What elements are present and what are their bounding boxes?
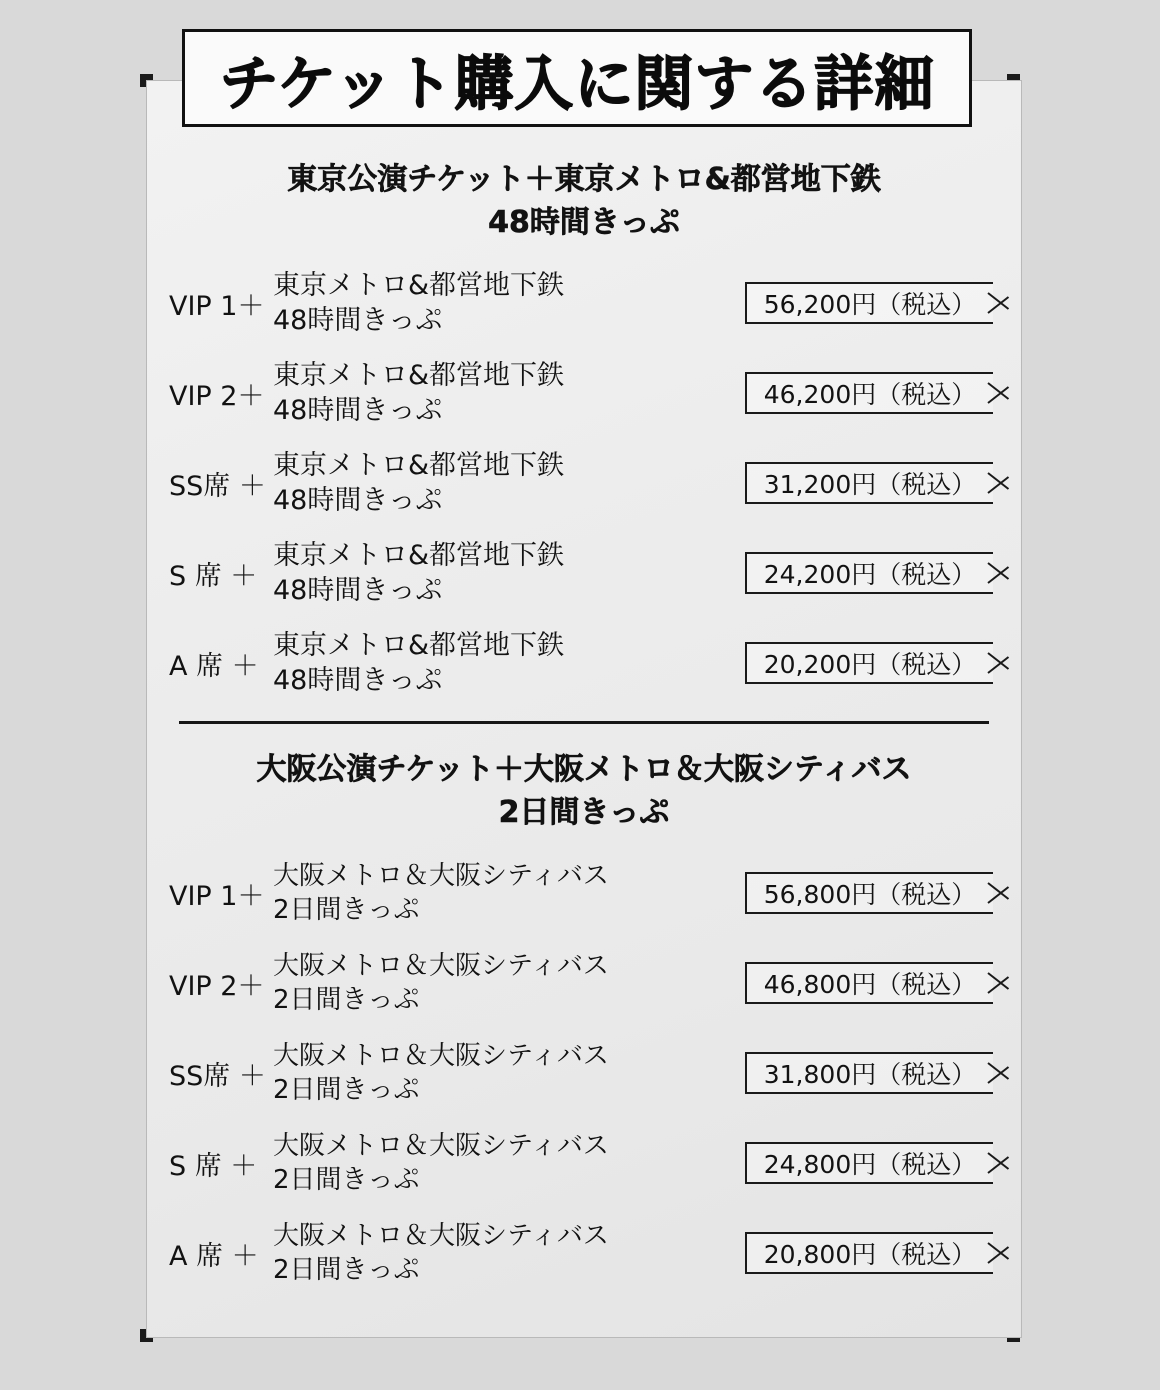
pass-description-line2: 48時間きっぷ <box>273 575 443 607</box>
pass-description-line2: 2日間きっぷ <box>273 1165 420 1196</box>
seat-label: S 席 ＋ <box>169 1150 258 1182</box>
price-value: 31,200円（税込） <box>763 470 977 500</box>
price-tag <box>745 642 993 684</box>
pass-description-line1: 東京メトロ&都営地下鉄 <box>273 629 565 661</box>
pass-description <box>273 1219 745 1288</box>
pass-description-line1: 大阪メトロ＆大阪シティバス <box>273 1130 609 1161</box>
table-row <box>147 348 1021 438</box>
price-tag <box>745 1052 993 1094</box>
section-tokyo-heading-line1: 東京公演チケット＋東京メトロ&都営地下鉄 <box>287 162 881 197</box>
osaka-price-list <box>147 848 1021 1298</box>
pass-description <box>273 628 745 699</box>
seat-label: A 席 ＋ <box>169 650 259 682</box>
price-value: 56,800円（税込） <box>763 880 977 910</box>
pass-description-line2: 2日間きっぷ <box>273 1075 420 1106</box>
page-title <box>182 29 972 127</box>
price-tag <box>745 1232 993 1274</box>
price-value: 20,200円（税込） <box>763 650 977 680</box>
seat-label: VIP 1＋ <box>169 880 265 912</box>
section-tokyo-heading-line2: 48時間きっぷ <box>488 204 680 240</box>
pass-description <box>273 1129 745 1198</box>
pass-description-line1: 東京メトロ&都営地下鉄 <box>273 539 565 571</box>
seat-label: SS席 ＋ <box>169 470 266 502</box>
pass-description <box>273 859 745 928</box>
poster-page <box>146 80 1022 1338</box>
section-tokyo <box>147 159 1021 708</box>
price-tag <box>745 462 993 504</box>
section-osaka-heading-line1: 大阪公演チケット＋大阪メトロ＆大阪シティバス <box>256 752 912 787</box>
price-tag <box>745 962 993 1004</box>
table-row <box>147 1208 1021 1298</box>
price-value: 20,800円（税込） <box>763 1240 977 1270</box>
table-row <box>147 528 1021 618</box>
section-osaka-heading <box>147 749 1021 834</box>
pass-description-line1: 東京メトロ&都営地下鉄 <box>273 359 565 391</box>
seat-label: VIP 1＋ <box>169 290 265 322</box>
seat-label: SS席 ＋ <box>169 1060 266 1092</box>
pass-description-line2: 2日間きっぷ <box>273 895 420 926</box>
section-osaka-heading-line2: 2日間きっぷ <box>498 794 670 830</box>
pass-description-line1: 東京メトロ&都営地下鉄 <box>273 269 565 301</box>
price-tag <box>745 372 993 414</box>
pass-description-line2: 48時間きっぷ <box>273 305 443 337</box>
page-title-text: チケット購入に関する詳細 <box>219 48 935 118</box>
price-value: 46,200円（税込） <box>763 380 977 410</box>
seat-label: S 席 ＋ <box>169 560 258 592</box>
pass-description-line2: 48時間きっぷ <box>273 395 443 427</box>
pass-description-line1: 大阪メトロ＆大阪シティバス <box>273 1040 609 1071</box>
table-row <box>147 258 1021 348</box>
section-divider <box>179 721 989 724</box>
price-value: 56,200円（税込） <box>763 290 977 320</box>
pass-description-line2: 2日間きっぷ <box>273 985 420 1016</box>
seat-label: VIP 2＋ <box>169 970 265 1002</box>
price-tag <box>745 282 993 324</box>
table-row <box>147 438 1021 528</box>
pass-description-line2: 2日間きっぷ <box>273 1255 420 1286</box>
pass-description <box>273 949 745 1018</box>
pass-description <box>273 538 745 609</box>
pass-description <box>273 1039 745 1108</box>
section-osaka <box>147 749 1021 1298</box>
price-value: 31,800円（税込） <box>763 1060 977 1090</box>
pass-description <box>273 268 745 339</box>
pass-description <box>273 448 745 519</box>
price-value: 24,800円（税込） <box>763 1150 977 1180</box>
table-row <box>147 938 1021 1028</box>
table-row <box>147 848 1021 938</box>
pass-description-line1: 大阪メトロ＆大阪シティバス <box>273 950 609 981</box>
pass-description-line2: 48時間きっぷ <box>273 485 443 517</box>
price-tag <box>745 552 993 594</box>
seat-label: VIP 2＋ <box>169 380 265 412</box>
seat-label: A 席 ＋ <box>169 1240 259 1272</box>
table-row <box>147 1028 1021 1118</box>
tokyo-price-list <box>147 258 1021 708</box>
table-row <box>147 618 1021 708</box>
price-tag <box>745 1142 993 1184</box>
price-value: 46,800円（税込） <box>763 970 977 1000</box>
table-row <box>147 1118 1021 1208</box>
pass-description-line1: 東京メトロ&都営地下鉄 <box>273 449 565 481</box>
price-value: 24,200円（税込） <box>763 560 977 590</box>
pass-description <box>273 358 745 429</box>
price-tag <box>745 872 993 914</box>
pass-description-line1: 大阪メトロ＆大阪シティバス <box>273 860 609 891</box>
section-tokyo-heading <box>147 159 1021 244</box>
pass-description-line1: 大阪メトロ＆大阪シティバス <box>273 1220 609 1251</box>
pass-description-line2: 48時間きっぷ <box>273 665 443 697</box>
